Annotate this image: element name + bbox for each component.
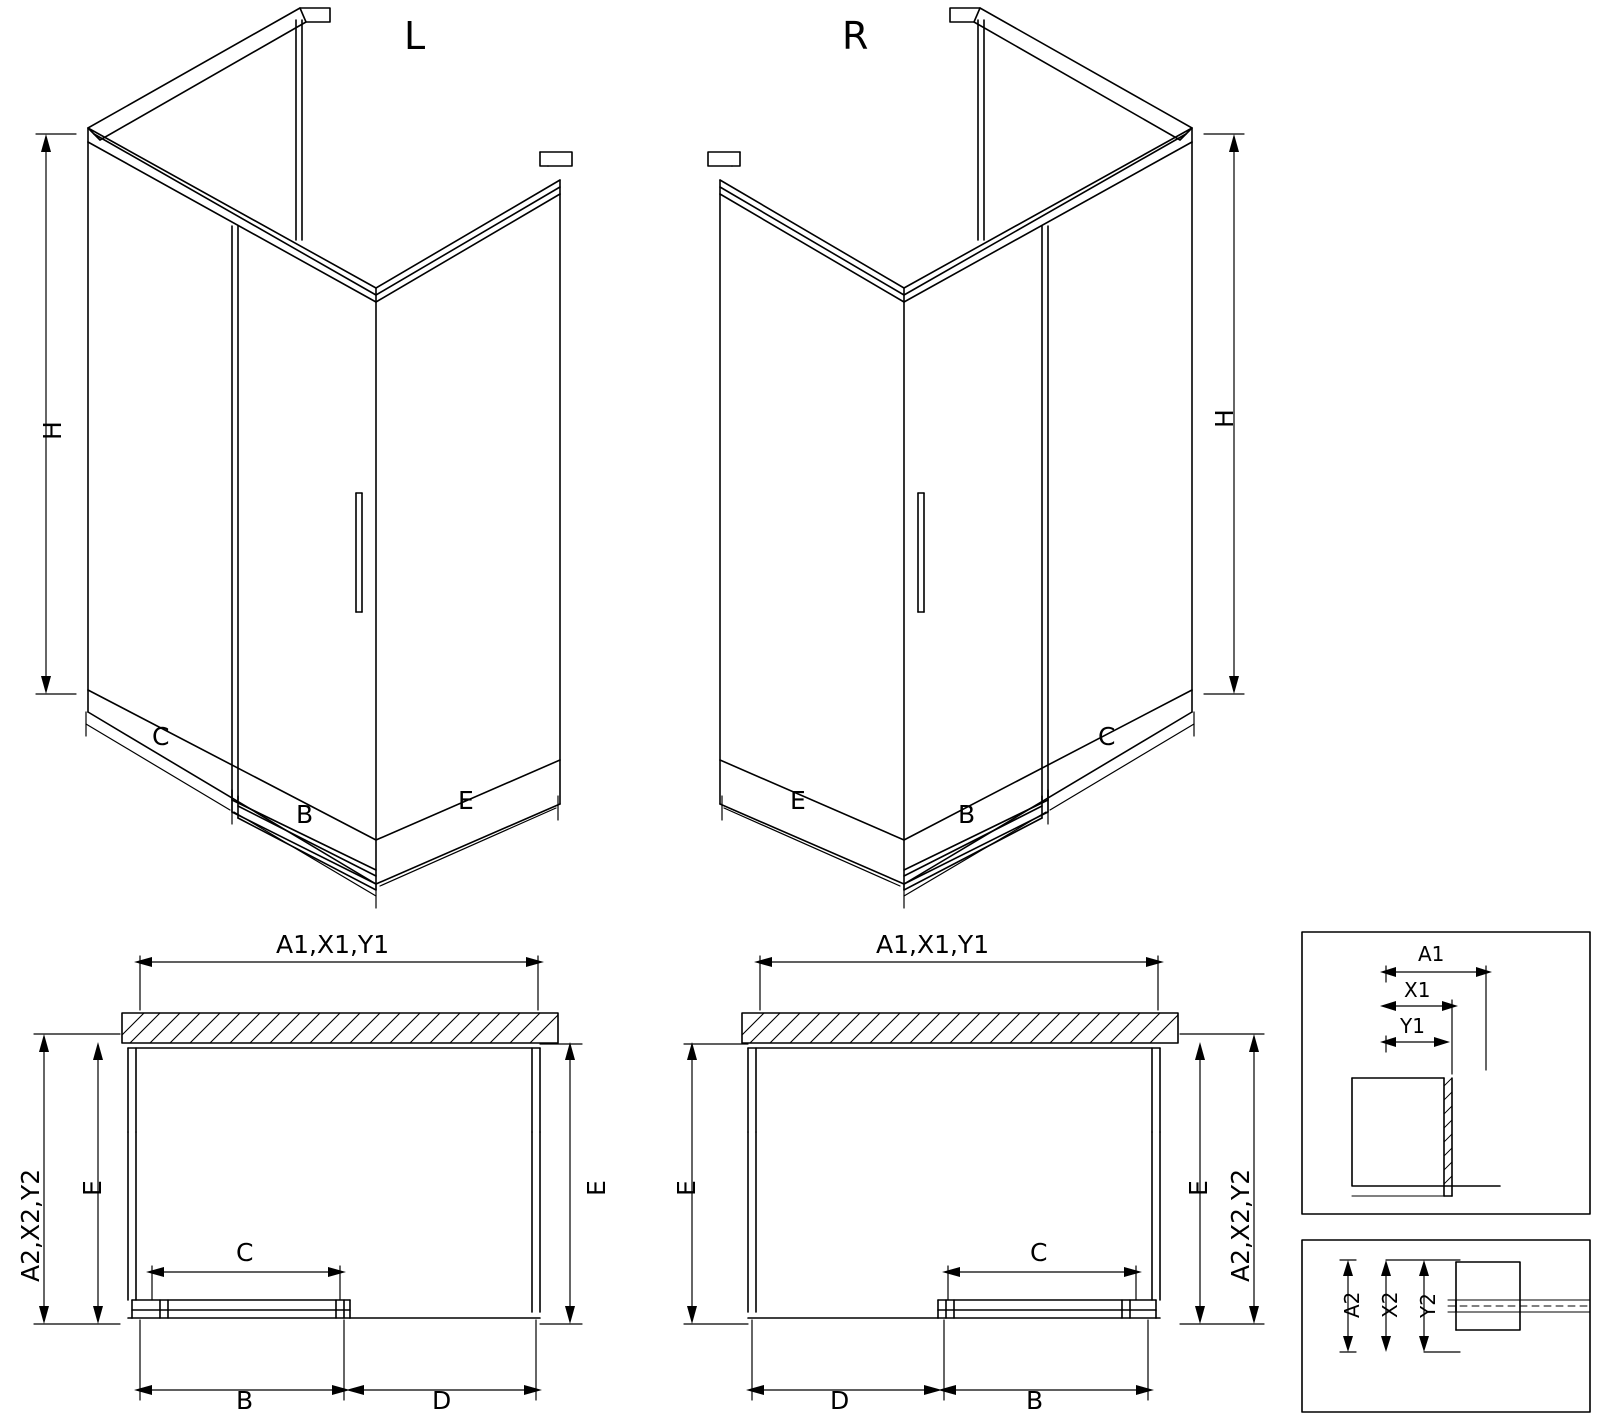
plan-left-bottom-right-label: D xyxy=(432,1386,452,1415)
detail-bottom-label-a2: A2 xyxy=(1340,1291,1364,1318)
iso-left-depth-label: C xyxy=(152,722,170,751)
plan-right-top-dim-label: A1,X1,Y1 xyxy=(876,930,990,959)
iso-right-height-label: H xyxy=(1210,409,1239,428)
variant-label-right: R xyxy=(842,14,869,58)
detail-top-label-y1: Y1 xyxy=(1400,1014,1425,1038)
plan-left-top-dim-label: A1,X1,Y1 xyxy=(276,930,390,959)
plan-right-center-label: C xyxy=(1030,1238,1048,1267)
plan-left-inner-right-label: E xyxy=(582,1180,611,1196)
iso-left-height-label: H xyxy=(38,421,67,440)
plan-left-bottom-left-label: B xyxy=(236,1386,254,1415)
iso-right-depth-label: C xyxy=(1098,722,1116,751)
plan-left-inner-left-label: E xyxy=(78,1180,107,1196)
plan-right-bottom-left-label: D xyxy=(830,1386,850,1415)
iso-right-door-label: B xyxy=(958,800,976,829)
plan-right-inner-left-label: E xyxy=(672,1180,701,1196)
iso-left-width-label: E xyxy=(458,786,474,815)
detail-top-label-a1: A1 xyxy=(1418,942,1445,966)
plan-right-inner-right-label: E xyxy=(1184,1180,1213,1196)
detail-bottom-label-y2: Y2 xyxy=(1416,1293,1440,1318)
plan-right-side-dim-label: A2,X2,Y2 xyxy=(1226,1168,1255,1282)
plan-left-center-label: C xyxy=(236,1238,254,1267)
detail-bottom-label-x2: X2 xyxy=(1378,1291,1402,1318)
iso-left-door-label: B xyxy=(296,800,314,829)
variant-label-left: L xyxy=(404,14,426,58)
plan-right-bottom-right-label: B xyxy=(1026,1386,1044,1415)
plan-left-side-dim-label: A2,X2,Y2 xyxy=(16,1168,45,1282)
detail-top-label-x1: X1 xyxy=(1404,978,1431,1002)
iso-right-width-label: E xyxy=(790,786,806,815)
